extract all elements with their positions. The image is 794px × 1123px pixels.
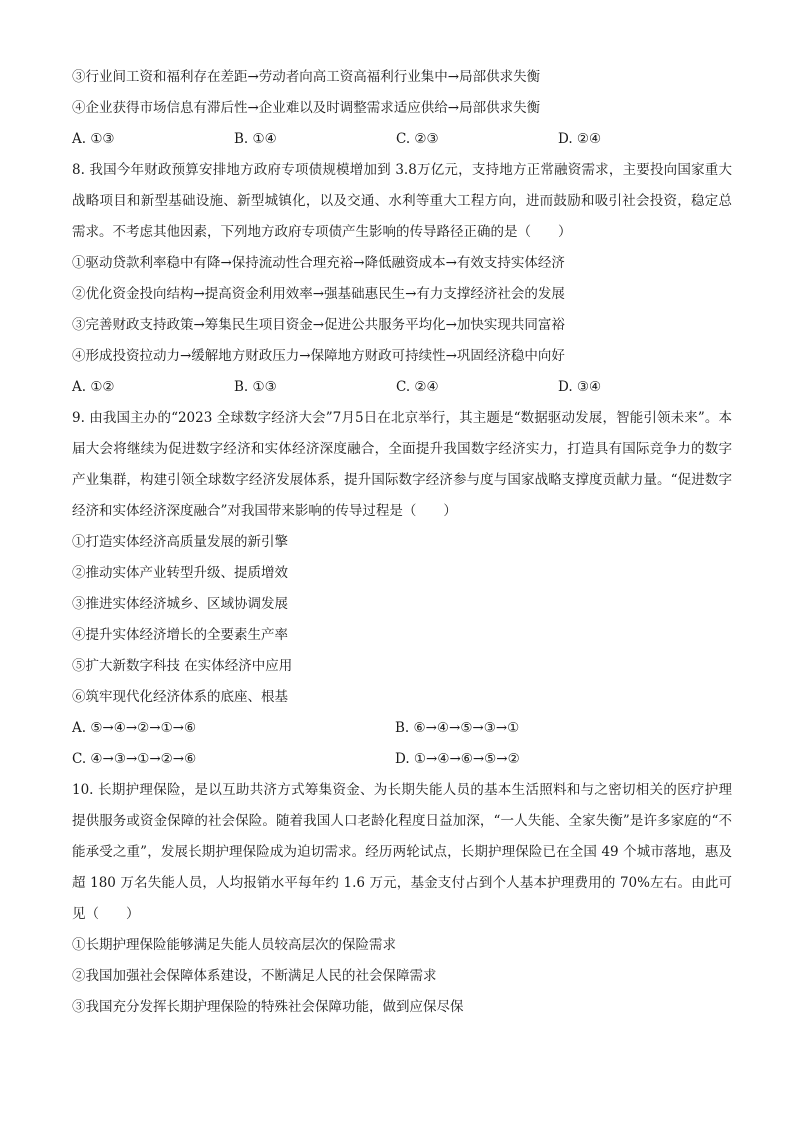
q7-item-3: ③行业间工资和福利存在差距→劳动者向高工资高福利行业集中→局部供求失衡: [72, 69, 541, 85]
q8-option-a: A. ①②: [72, 379, 115, 395]
q7-option-c: C. ②③: [396, 131, 439, 147]
q8-options: [72, 372, 732, 403]
q10-item-1: ①长期护理保险能够满足失能人员较高层次的保险需求: [72, 937, 396, 953]
q9-item-1: ①打造实体经济高质量发展的新引擎: [72, 534, 288, 550]
q9-item-4: ④提升实体经济增长的全要素生产率: [72, 627, 288, 643]
q7-item-4: ④企业获得市场信息有滞后性→企业难以及时调整需求适应供给→局部供求失衡: [72, 100, 541, 116]
q9-item-3: ③推进实体经济城乡、区域协调发展: [72, 596, 288, 612]
q9-item-5: ⑤扩大新数字科技 在实体经济中应用: [72, 658, 293, 674]
q8-option-b: B. ①③: [234, 379, 277, 395]
q9-options-row-2: [72, 744, 732, 775]
q9-stem: 9. 由我国主办的“2023 全球数字经济大会”7月5日在北京举行，其主题是“数据驱动发展，智能引领未来”。本届大会将继续为促进数字经济和实体经济深度融合，全面提升我国数字经济实力，打造具有国际竞争力的数字产业集群，构建引领全球数字经济发展体系，提升国际数字经济参与度与国家战略支撑度贡献力量。“促进数字经济和实体经济深度融合”对我国带来影响的传导过程是（ ）: [72, 410, 732, 519]
q9-option-d: D. ①→④→⑥→⑤→②: [395, 751, 520, 767]
q9-item-2: ②推动实体产业转型升级、提质增效: [72, 565, 288, 581]
q8-item-2: ②优化资金投向结构→提高资金利用效率→强基础惠民生→有力支撑经济社会的发展: [72, 286, 565, 302]
q10-item-2: ②我国加强社会保障体系建设，不断满足人民的社会保障需求: [72, 968, 437, 984]
q7-option-b: B. ①④: [234, 131, 277, 147]
q8-stem: 8. 我国今年财政预算安排地方政府专项债规模增加到 3.8万亿元，支持地方正常融资需求，主要投向国家重大战略项目和新型基础设施、新型城镇化，以及交通、水利等重大工程方向，进而鼓励和吸引社会投资，稳定总需求。不考虑其他因素，下列地方政府专项债产生影响的传导路径正确的是（ ）: [72, 162, 732, 240]
q9-option-b: B. ⑥→④→⑤→③→①: [395, 720, 520, 736]
q7-option-d: D. ②④: [558, 131, 602, 147]
q7-options: [72, 124, 732, 155]
exam-page: [72, 62, 732, 1023]
q8-item-3: ③完善财政支持政策→筹集民生项目资金→促进公共服务平均化→加快实现共同富裕: [72, 317, 565, 333]
q10-item-3: ③我国充分发挥长期护理保险的特殊社会保障功能，做到应保尽保: [72, 999, 464, 1015]
q8-option-d: D. ③④: [558, 379, 602, 395]
q9-item-6: ⑥筑牢现代化经济体系的底座、根基: [72, 689, 288, 705]
q8-item-1: ①驱动贷款利率稳中有降→保持流动性合理充裕→降低融资成本→有效支持实体经济: [72, 255, 565, 271]
q8-option-c: C. ②④: [396, 379, 439, 395]
q9-option-c: C. ④→③→①→②→⑥: [72, 751, 197, 767]
q10-stem: 10. 长期护理保险，是以互助共济方式筹集资金、为长期失能人员的基本生活照料和与之密切相关的医疗护理提供服务或资金保障的社会保险。随着我国人口老龄化程度日益加深，“一人失能、全家失衡”是许多家庭的“不能承受之重”，发展长期护理保险成为迫切需求。经历两轮试点，长期护理保险已在全国 49 个城市落地，惠及超 180 万名失能人员，人均报销水平每年约 1.6 万元，基金支付占到个人基本护理费用的 70%左右。由此可见（ ）: [72, 782, 732, 922]
q7-option-a: A. ①③: [72, 131, 115, 147]
q9-options-row-1: [72, 713, 732, 744]
q8-item-4: ④形成投资拉动力→缓解地方财政压力→保障地方财政可持续性→巩固经济稳中向好: [72, 348, 565, 364]
q9-option-a: A. ⑤→④→②→①→⑥: [72, 720, 197, 736]
